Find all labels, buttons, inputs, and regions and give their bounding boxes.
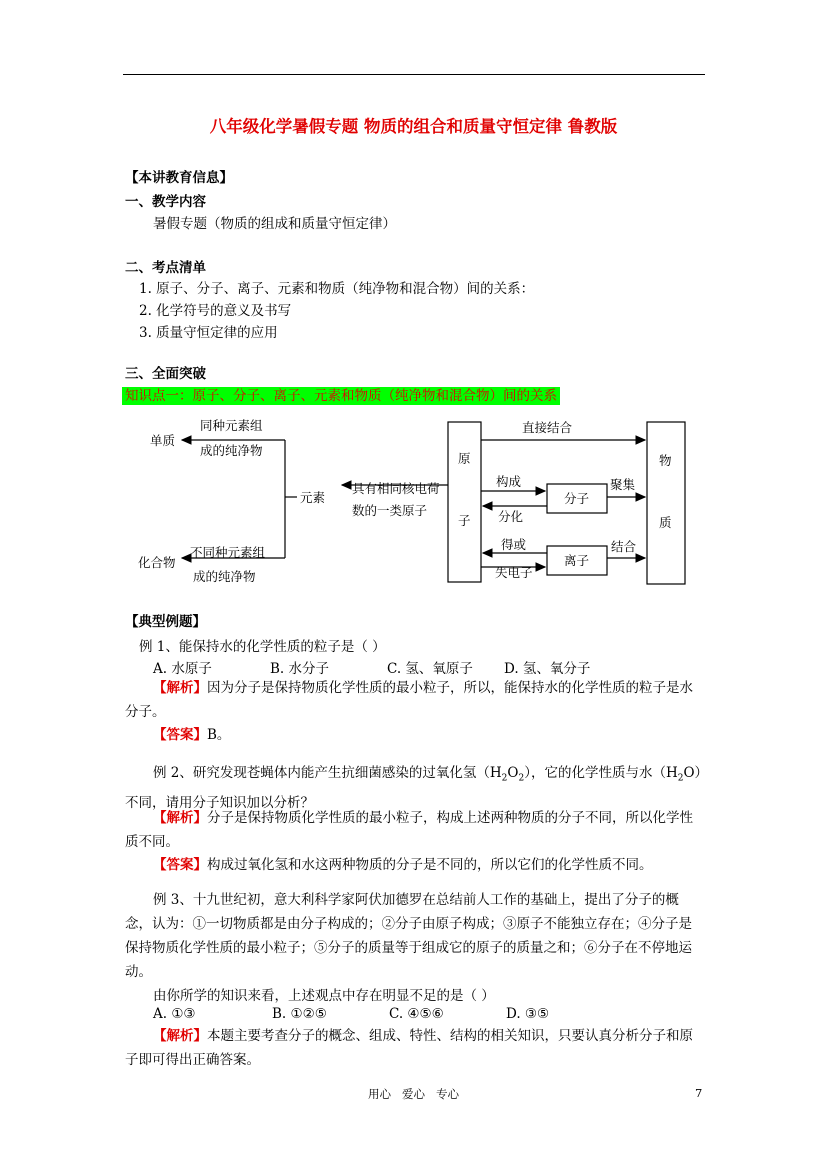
compose-label: 构成 xyxy=(496,474,522,489)
direct-label: 直接结合 xyxy=(522,420,573,435)
ex2-analysis xyxy=(125,806,705,854)
single-desc-2: 成的纯净物 xyxy=(200,443,263,458)
page-number: 7 xyxy=(695,1086,703,1100)
single-desc-1: 同种元素组 xyxy=(200,418,263,433)
matter-char-2: 质 xyxy=(659,515,672,530)
knowledge-point-banner xyxy=(122,384,560,404)
ex3-option-c: C. ④⑤⑥ xyxy=(389,1006,444,1022)
ex3-option-a: A. ①③ xyxy=(153,1006,196,1022)
ex1-option-a: A. 水原子 xyxy=(153,661,212,677)
ex1-option-b: B. 水分子 xyxy=(270,661,330,677)
ex1-option-c: C. 氢、氧原子 xyxy=(387,661,473,677)
examples-heading: 【典型例题】 xyxy=(125,614,206,630)
combine-label: 结合 xyxy=(611,539,637,554)
ex3-option-b: B. ①②⑤ xyxy=(272,1006,327,1022)
ex1-option-d: D. 氢、氧分子 xyxy=(504,661,591,677)
ex2-q-part3: ），它的化学性质与水（H xyxy=(524,765,678,781)
header-rule xyxy=(123,74,705,75)
section2-heading: 二、考点清单 xyxy=(125,260,206,276)
ex1-answer xyxy=(153,723,230,743)
lose-label: 失电子 xyxy=(495,565,533,580)
element-label: 元素 xyxy=(300,490,326,505)
nuclear-desc-2: 数的一类原子 xyxy=(352,503,428,518)
ex2-q-part2: O xyxy=(507,765,519,781)
ex1-analysis-text: 因为分子是保持物质化学性质的最小粒子，所以，能保持水的化学性质的粒子是水分子。 xyxy=(125,680,693,720)
analysis-tag: 【解析】 xyxy=(153,680,207,696)
compound-desc-1: 不同种元素组 xyxy=(190,545,266,560)
list-item: 3. 质量守恒定律的应用 xyxy=(139,325,278,341)
analysis-tag: 【解析】 xyxy=(153,1028,207,1044)
ex2-analysis-text: 分子是保持物质化学性质的最小粒子，构成上述两种物质的分子不同，所以化学性质不同。 xyxy=(125,810,693,850)
page-title: 八年级化学暑假专题 物质的组合和质量守恒定律 鲁教版 xyxy=(209,117,618,136)
subscript: 2 xyxy=(518,773,525,784)
section1-heading: 一、教学内容 xyxy=(125,194,206,210)
info-heading: 【本讲教育信息】 xyxy=(125,170,233,186)
footer-motto: 用心 爱心 专心 xyxy=(368,1087,459,1101)
single-label: 单质 xyxy=(150,433,176,448)
compound-label: 化合物 xyxy=(138,555,176,570)
ex1-analysis xyxy=(125,676,705,724)
knowledge-point-text: 知识点一：原子、分子、离子、元素和物质（纯净物和混合物）间的关系 xyxy=(122,387,560,405)
atom-char-1: 原 xyxy=(458,451,471,466)
ex2-answer-text: 构成过氧化氢和水这两种物质的分子是不同的，所以它们的化学性质不同。 xyxy=(207,857,653,873)
section3-heading: 三、全面突破 xyxy=(125,366,206,382)
ex1-answer-text: B。 xyxy=(207,727,231,743)
ex2-q-part1: 例 2、研究发现苍蝇体内能产生抗细菌感染的过氧化氢（H xyxy=(153,765,502,781)
gain-label: 得或 xyxy=(501,537,527,552)
ex3-sub-question: 由你所学的知识来看，上述观点中存在明显不足的是（ ） xyxy=(153,988,495,1004)
subscript: 2 xyxy=(677,773,684,784)
subscript: 2 xyxy=(501,773,508,784)
answer-tag: 【答案】 xyxy=(153,727,207,743)
split-label: 分化 xyxy=(498,509,524,524)
molecule-label: 分子 xyxy=(564,491,590,506)
ex3-analysis-text: 本题主要考查分子的概念、组成、特性、结构的相关知识，只要认真分析分子和原子即可得出正确答案。 xyxy=(125,1028,693,1068)
ex1-question: 例 1、能保持水的化学性质的粒子是（ ） xyxy=(139,639,386,655)
aggregate-label: 聚集 xyxy=(610,477,636,492)
answer-tag: 【答案】 xyxy=(153,857,207,873)
ex3-analysis xyxy=(125,1024,705,1072)
list-item: 2. 化学符号的意义及书写 xyxy=(139,303,292,319)
ex2-q-part4: O）不同，请用分子知识加以分析？ xyxy=(125,765,702,811)
compound-desc-2: 成的纯净物 xyxy=(193,569,256,584)
list-item: 1. 原子、分子、离子、元素和物质（纯净物和混合物）间的关系： xyxy=(139,281,535,297)
matter-box xyxy=(647,422,685,584)
nuclear-desc-1: 具有相同核电荷 xyxy=(352,481,440,496)
ex3-option-d: D. ③⑤ xyxy=(506,1006,550,1022)
section1-text: 暑假专题（物质的组成和质量守恒定律） xyxy=(153,216,396,232)
concept-diagram xyxy=(120,405,700,600)
atom-box xyxy=(448,422,481,582)
analysis-tag: 【解析】 xyxy=(153,810,207,826)
ex2-answer xyxy=(153,853,653,873)
atom-char-2: 子 xyxy=(458,513,471,528)
ex3-question: 例 3、十九世纪初，意大利科学家阿伏加德罗在总结前人工作的基础上，提出了分子的概念，认为：①一切物质都是由分子构成的；②分子由原子构成；③原子不能独立存在；④分子是保持物质化学性质的最小粒子；⑤分子的质量等于组成它的原子的质量之和；⑥分子在不停地运动。 xyxy=(125,892,692,980)
ion-label: 离子 xyxy=(564,553,590,568)
matter-char-1: 物 xyxy=(659,453,672,468)
